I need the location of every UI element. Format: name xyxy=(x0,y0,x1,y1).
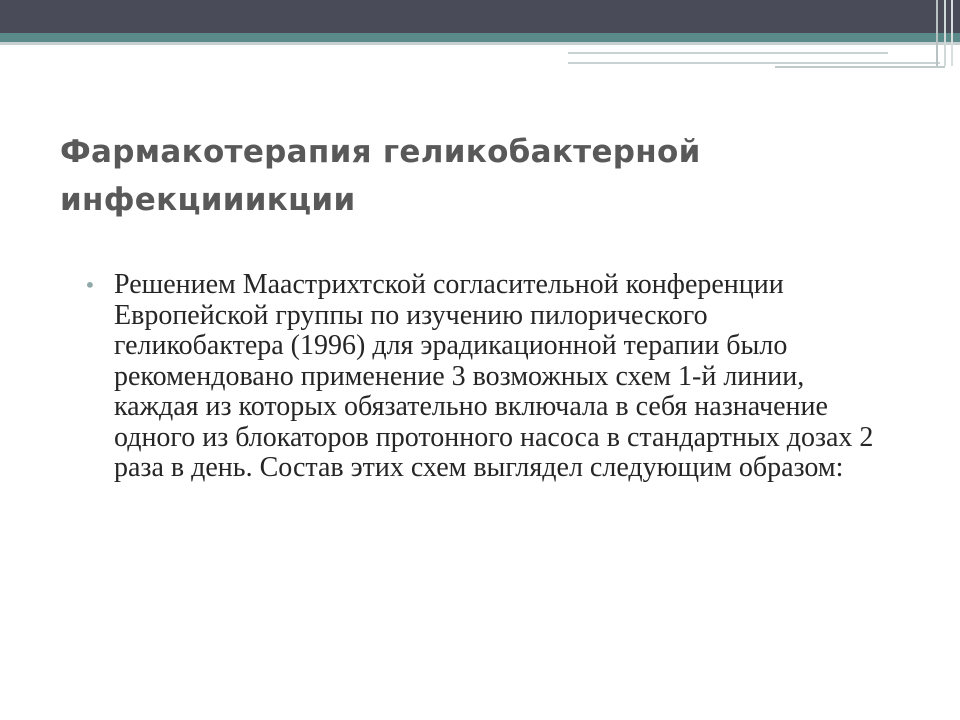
slide-title xyxy=(60,128,900,224)
header-band-light xyxy=(0,42,960,45)
header-deco-vline xyxy=(936,0,938,66)
header-deco-line xyxy=(775,66,945,68)
header-band-teal xyxy=(0,33,960,42)
slide-content xyxy=(84,270,884,484)
slide-title-line: инфекцииикции xyxy=(60,182,356,218)
bullet-item xyxy=(84,270,884,484)
header-deco-vline xyxy=(951,0,953,66)
slide-title-line: Фармакотерапия геликобактерной xyxy=(60,134,701,170)
header-band-dark xyxy=(0,0,960,33)
bullet-icon: • xyxy=(84,273,96,297)
header-deco-line xyxy=(568,62,940,64)
bullet-text: Решением Маастрихтской согласительной конференции Европейской группы по изучению пилорического геликобактера (1996) для эрадикационной терапии было рекомендовано применение 3 возможных схем 1-й линии, каждая из которых обязательно включала в себя назначение одного из блокаторов протонного насоса в стандартных дозах 2 раза в день. Состав этих схем выглядел следующим образом: xyxy=(114,269,874,483)
header-deco-line xyxy=(568,52,888,54)
header-deco-vline xyxy=(944,0,946,66)
